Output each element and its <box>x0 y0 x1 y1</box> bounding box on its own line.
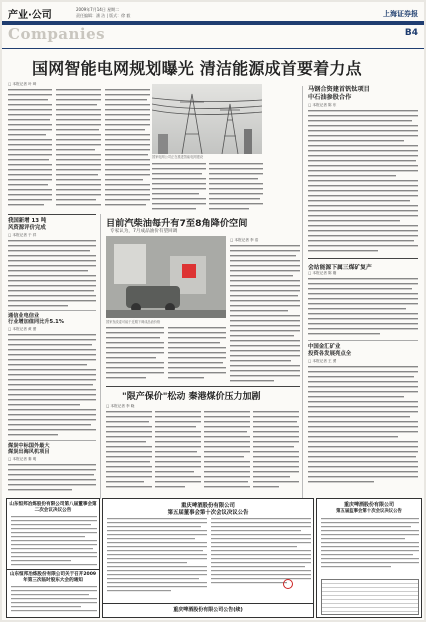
side-left-bottom-body <box>8 463 96 493</box>
right-top-headline: 马钢合资建首钒钛项目 中石油参股合作 <box>308 86 370 101</box>
coal-body-col1 <box>106 410 152 490</box>
newspaper-page <box>2 2 424 620</box>
ad-chongqing-beer-supervisory <box>316 498 422 618</box>
right-top-byline: □ 本报记者 陈 东 <box>308 103 337 107</box>
side-left-sub-headline: 通信业电信业 行业增加值同比升5.1% <box>8 313 64 326</box>
ad-cq-body-col2 <box>211 517 311 593</box>
ad-hengbang-meeting-body <box>11 585 97 615</box>
right-mid-body <box>308 277 418 337</box>
right-mid-byline: □ 本报记者 陈 刚 <box>308 271 337 275</box>
coal-headline: "限产保价"松动 秦港煤价压力加剧 <box>122 392 261 402</box>
section-label: 产业·公司 <box>8 10 52 21</box>
ad-hengbang-title: 山东恒邦冶炼股份有限公司第八届董事会第二次会议决议公告 <box>9 502 97 513</box>
lead-body-col4 <box>152 162 206 212</box>
ad-hengbang-notice <box>6 498 100 618</box>
page-number: B4 <box>404 28 418 38</box>
ad-cq-notice-title: 第五届董事会第十次会议决议公告 <box>167 510 249 516</box>
ad-cq-body-col1 <box>107 517 207 593</box>
right-bottom-body <box>308 365 418 485</box>
oil-subhead: 专家认为，7月成品油价有望回调 <box>110 229 178 234</box>
oil-photo-caption: 国家发改委可能于近期下调成品油价格 <box>106 320 161 324</box>
newspaper-brand: 上海证券报 <box>383 10 418 18</box>
header-rule <box>2 48 424 49</box>
side-left-sub-byline: □ 本报记者 黄 蕾 <box>8 327 37 331</box>
right-mid-headline: 会站能源下属三煤矿复产 <box>308 265 372 271</box>
lead-body-col2 <box>56 88 101 208</box>
oil-body-col-right <box>230 244 300 384</box>
ad-cq-sup-body <box>321 517 419 577</box>
ad-hengbang-body <box>11 515 97 567</box>
company-seal-icon <box>283 579 293 589</box>
lead-photo-caption: 国家电网公司正在推进智能电网建设 <box>152 155 203 159</box>
masthead <box>2 2 424 50</box>
lead-headline: 国网智能电网规划曝光 清洁能源成首要着力点 <box>32 59 362 78</box>
right-bottom-byline: □ 本报记者 王 勇 <box>308 359 337 363</box>
side-left-headline: 我国新增 13 吨 风资源评价完成 <box>8 218 47 231</box>
section-sub-title: Companies <box>8 25 106 43</box>
ad-cq-continuation-title: 重庆啤酒股份有限公司公告(续) <box>173 607 243 613</box>
side-left-body <box>8 239 96 309</box>
dateline: 2009年7月14日 星期二 <box>76 7 120 12</box>
coal-byline: □ 本报记者 李 晓 <box>106 404 135 408</box>
ad-cq-sup-company: 重庆啤酒股份有限公司 <box>343 502 394 508</box>
oil-headline: 目前汽柴油每升有7至8角降价空间 <box>106 218 248 229</box>
lead-body-col5 <box>209 162 263 212</box>
ad-chongqing-beer-board <box>102 498 314 618</box>
coal-body-col2 <box>155 410 201 490</box>
coal-body-col4 <box>253 410 299 490</box>
gas-station-photo <box>106 236 226 318</box>
power-grid-photo <box>152 84 262 154</box>
side-left-sub-body <box>8 333 96 438</box>
oil-body-col1 <box>106 326 164 381</box>
editor-line: 责任编辑：潘 洁 | 版式：徐 毅 <box>76 13 131 18</box>
lead-byline: □ 本报记者 叶 琦 <box>8 82 37 86</box>
side-left-bottom-byline: □ 本报记者 秦 明 <box>8 457 37 461</box>
side-left-bottom-headline: 煤炭中标国外最大 煤炭出海风机项目 <box>8 443 50 456</box>
ad-hengbang-meeting-title: 山东恒邦冶炼股份有限公司关于召开2009年第三次临时股东大会的通知 <box>9 572 97 583</box>
side-left-byline: □ 本报记者 于 祥 <box>8 233 37 237</box>
ad-cq-sup-title: 第五届监事会第十次会议决议公告 <box>336 509 402 514</box>
coal-body-col3 <box>204 410 250 490</box>
lead-body-col1 <box>8 88 52 208</box>
ad-cq-sup-table <box>321 579 419 615</box>
ad-cq-company: 重庆啤酒股份有限公司 <box>181 503 235 509</box>
lead-body-col3 <box>105 88 150 208</box>
oil-body-col2 <box>168 326 226 381</box>
right-bottom-headline: 中国金汇矿业 投资各发展亮点全 <box>308 344 352 357</box>
oil-byline: □ 本报记者 李 浩 <box>230 238 259 242</box>
right-top-body <box>308 109 418 254</box>
